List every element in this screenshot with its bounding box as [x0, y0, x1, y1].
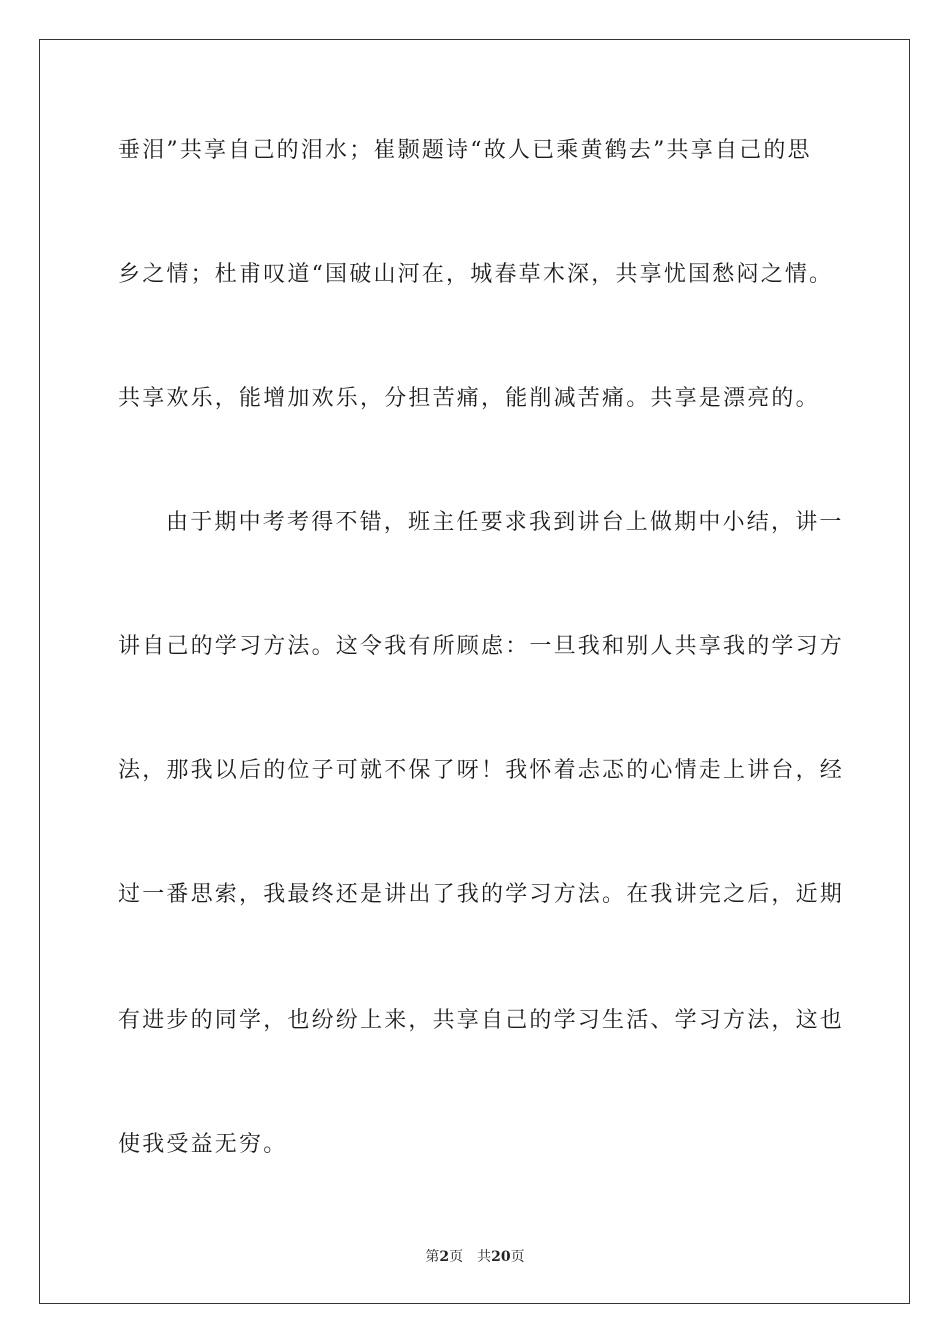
text-line: 垂泪”共享自己的泪水；崔颢题诗“故人已乘黄鹤去”共享自己的思 — [118, 138, 812, 163]
text-line: 有进步的同学，也纷纷上来，共享自己的学习生活、学习方法，这也 — [118, 1008, 845, 1033]
paragraph-start-line: 由于期中考考得不错，班主任要求我到讲台上做期中小结，讲一 — [166, 510, 844, 535]
total-pages: 20 — [491, 1249, 511, 1265]
text-line: 共享欢乐，能增加欢乐，分担苦痛，能削减苦痛。共享是漂亮的。 — [118, 386, 820, 411]
page-prefix: 第 — [425, 1249, 440, 1265]
page-footer — [0, 1248, 950, 1266]
text-line: 乡之情；杜甫叹道“国破山河在，城春草木深，共享忧国愁闷之情。 — [118, 262, 834, 287]
page-border — [39, 39, 910, 1304]
page-number: 2 — [439, 1249, 450, 1265]
text-line: 法，那我以后的位子可就不保了呀！我怀着忐忑的心情走上讲台，经 — [118, 758, 845, 783]
text-line: 过一番思索，我最终还是讲出了我的学习方法。在我讲完之后，近期 — [118, 882, 845, 907]
text-line: 讲自己的学习方法。这令我有所顾虑：一旦我和别人共享我的学习方 — [118, 634, 845, 659]
text-line: 使我受益无穷。 — [118, 1132, 288, 1157]
total-suffix: 页 — [510, 1249, 525, 1265]
page-suffix: 页 — [449, 1249, 464, 1265]
total-prefix: 共 — [477, 1249, 492, 1265]
